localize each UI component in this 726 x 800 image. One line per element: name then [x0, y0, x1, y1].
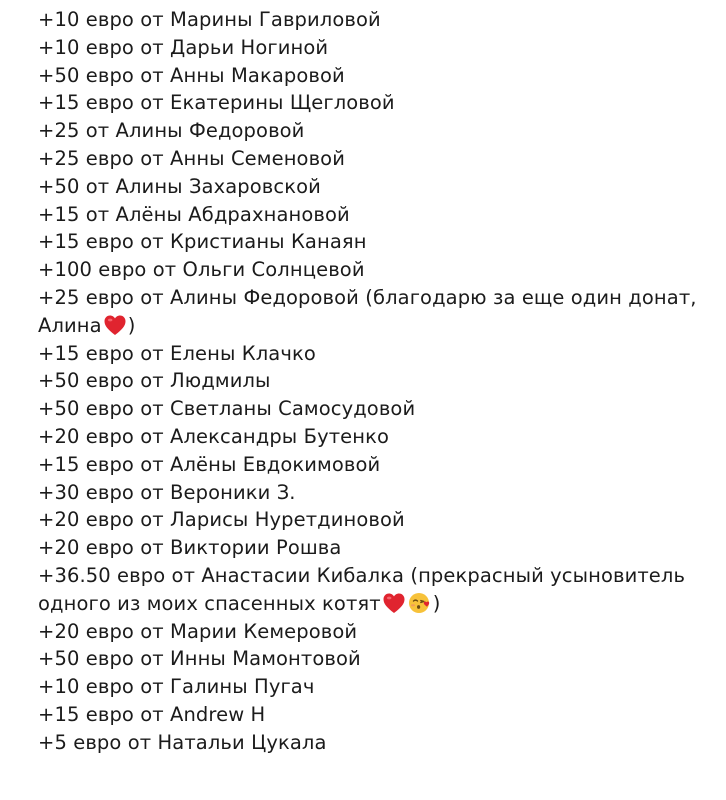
- donation-text: одного из моих спасенных котят: [38, 591, 381, 615]
- red-heart-icon: [103, 314, 127, 336]
- donation-line: +30 евро от Вероники З.: [38, 480, 296, 504]
- donation-line: +50 евро от Анны Макаровой: [38, 63, 345, 87]
- donation-text: Алина: [38, 313, 102, 337]
- donation-line-continuation: [38, 590, 726, 618]
- donation-line: +20 евро от Александры Бутенко: [38, 424, 390, 448]
- red-heart-icon: [382, 592, 406, 614]
- donation-line: +20 евро от Марии Кемеровой: [38, 619, 358, 643]
- donation-line: +15 евро от Екатерины Щегловой: [38, 91, 395, 115]
- donation-line: +25 евро от Анны Семеновой: [38, 146, 345, 170]
- donation-line: +10 евро от Марины Гавриловой: [38, 8, 381, 31]
- donation-line: +100 евро от Ольги Солнцевой: [38, 258, 365, 282]
- donation-line-continuation: [38, 312, 726, 340]
- donation-line: +15 евро от Andrew H: [38, 702, 266, 726]
- donation-line: +36.50 евро от Анастасии Кибалка (прекрасный усыновитель: [38, 563, 686, 587]
- donation-line: +15 от Алёны Абдрахнановой: [38, 202, 350, 226]
- donation-line: +20 евро от Виктории Рошва: [38, 536, 342, 560]
- donation-line: +15 евро от Кристианы Канаян: [38, 230, 367, 254]
- donation-line: +15 евро от Алёны Евдокимовой: [38, 452, 381, 476]
- donation-line: +15 евро от Елены Клачко: [38, 341, 316, 365]
- donation-line: +5 евро от Натальи Цукала: [38, 730, 327, 754]
- donation-line: +50 евро от Людмилы: [38, 369, 271, 393]
- donation-line: +25 от Алины Федоровой: [38, 119, 305, 143]
- donation-line: +50 евро от Инны Мамонтовой: [38, 647, 361, 671]
- donation-line: +50 евро от Светланы Самосудовой: [38, 397, 416, 421]
- donation-text: ): [127, 313, 136, 337]
- donation-line: +50 от Алины Захаровской: [38, 174, 321, 198]
- donation-line: +20 евро от Ларисы Нуретдиновой: [38, 508, 405, 532]
- donation-line: +10 евро от Дарьи Ногиной: [38, 35, 329, 59]
- kiss-face-icon: [408, 592, 432, 614]
- donation-text: ): [432, 591, 441, 615]
- donation-list: [38, 6, 726, 757]
- donation-line: +25 евро от Алины Федоровой (благодарю за еще один донат,: [38, 285, 697, 309]
- donation-line: +10 евро от Галины Пугач: [38, 675, 315, 699]
